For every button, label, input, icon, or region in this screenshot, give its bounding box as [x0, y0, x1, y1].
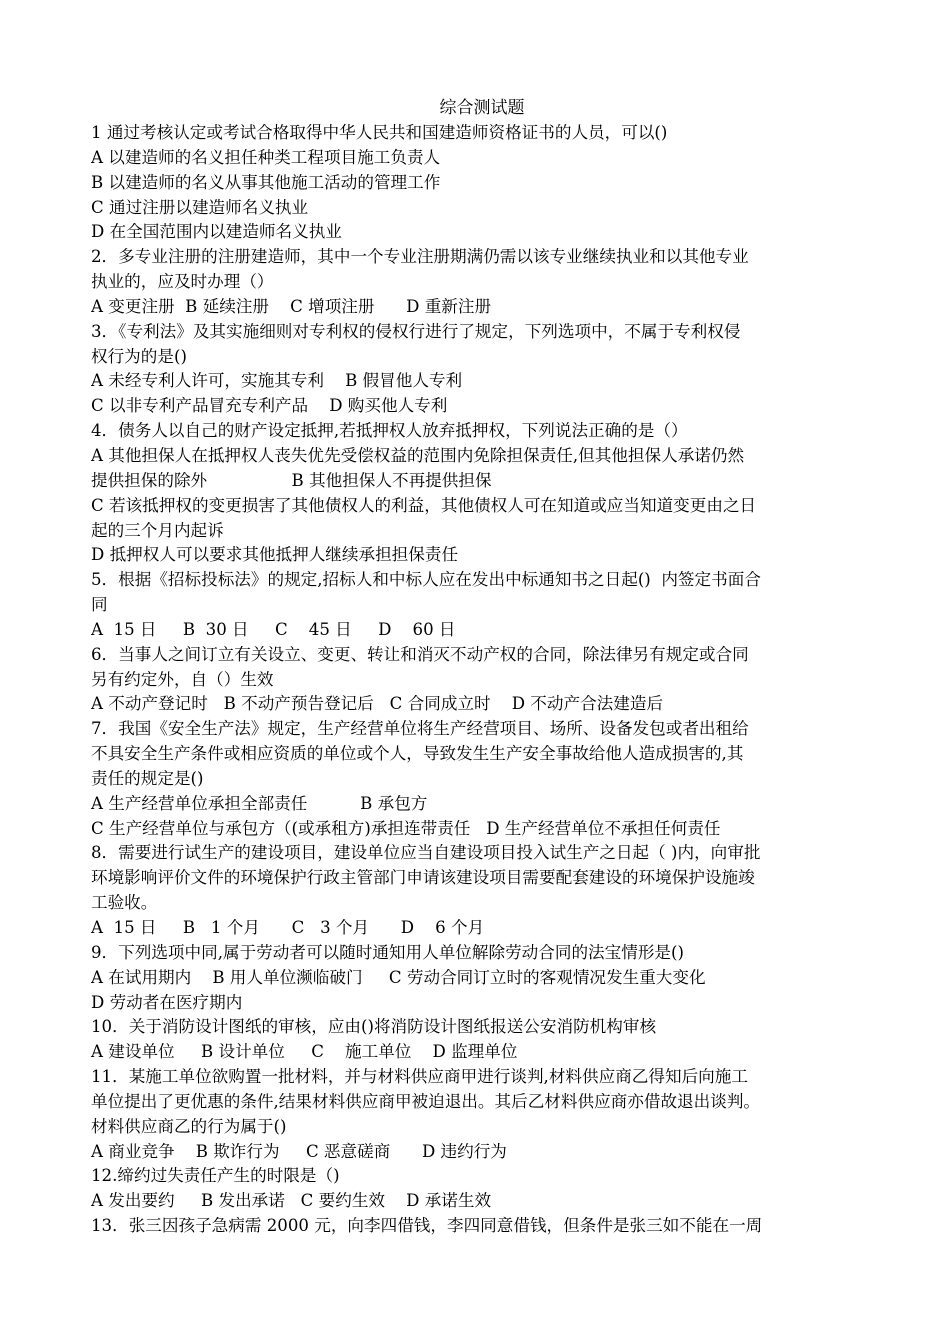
text-line: A 在试用期内 B 用人单位濒临破门 C 劳动合同订立时的客观情况发生重大变化 [91, 967, 706, 987]
text-line: 1 通过考核认定或考试合格取得中华人民共和国建造师资格证书的人员，可以() [91, 123, 668, 142]
text-line: 8．需要进行试生产的建设项目，建设单位应当自建设项目投入试生产之日起（ )内，向审批 [91, 843, 761, 863]
text-line: D 在全国范围内以建造师名义执业 [91, 222, 342, 242]
text-line: A 未经专利人许可，实施其专利 B 假冒他人专利 [91, 371, 463, 391]
text-line: D 抵押权人可以要求其他抵押人继续承担担保责任 [91, 545, 459, 565]
text-line: 4．债务人以自己的财产设定抵押,若抵押权人放弃抵押权，下列说法正确的是（） [91, 421, 688, 441]
text-line: 责任的规定是() [91, 768, 204, 788]
text-line: A 商业竞争 B 欺诈行为 C 恶意磋商 D 违约行为 [91, 1141, 507, 1161]
question-list [91, 121, 873, 1239]
text-line: C 生产经营单位与承包方（(或承租方)承担连带责任 D 生产经营单位不承担任何责任 [91, 818, 721, 838]
text-line: 6．当事人之间订立有关设立、变更、转让和消灭不动产权的合同，除法律另有规定或合同 [91, 644, 749, 664]
text-line: 11．某施工单位欲购置一批材料，并与材料供应商甲进行谈判,材料供应商乙得知后向施工 [91, 1067, 748, 1087]
text-line: 起的三个月内起诉 [91, 520, 224, 540]
text-line: C 以非专利产品冒充专利产品 D 购买他人专利 [91, 396, 448, 416]
text-line: A 建设单位 B 设计单位 C 施工单位 D 监理单位 [91, 1042, 518, 1062]
text-line: 权行为的是() [91, 346, 187, 366]
text-line: 执业的，应及时办理（） [91, 272, 274, 292]
text-line: C 若该抵押权的变更损害了其他债权人的利益，其他债权人可在知道或应当知道变更由之日 [91, 495, 757, 515]
text-line: A 其他担保人在抵押权人丧失优先受偿权益的范围内免除担保责任,但其他担保人承诺仍然 [91, 445, 745, 465]
text-line: A 发出要约 B 发出承诺 C 要约生效 D 承诺生效 [91, 1191, 492, 1211]
text-line: 另有约定外，自（）生效 [91, 669, 274, 689]
text-line: A 不动产登记时 B 不动产预告登记后 C 合同成立时 D 不动产合法建造后 [91, 694, 664, 714]
text-line: 工验收。 [91, 893, 158, 913]
text-line: 13．张三因孩子急病需 2000 元，向李四借钱，李四同意借钱，但条件是张三如不能在一周 [91, 1216, 763, 1236]
document-page [91, 96, 873, 1239]
text-line: A 生产经营单位承担全部责任 B 承包方 [91, 793, 428, 813]
text-line: B 以建造师的名义从事其他施工活动的管理工作 [91, 172, 441, 192]
text-line: 提供担保的除外 B 其他担保人不再提供担保 [91, 470, 492, 490]
text-line: A 15 日 B 1 个月 C 3 个月 D 6 个月 [91, 918, 485, 937]
text-line: 材料供应商乙的行为属于() [91, 1116, 287, 1136]
text-line: 3．《专利法》及其实施细则对专利权的侵权行进行了规定，下列选项中，不属于专利权侵 [91, 321, 741, 341]
document-title: 综合测试题 [439, 98, 525, 118]
text-line: A 15 日 B 30 日 C 45 日 D 60 日 [91, 619, 456, 639]
text-line: C 通过注册以建造师名义执业 [91, 197, 309, 217]
text-line: 9．下列选项中同,属于劳动者可以随时通知用人单位解除劳动合同的法宝情形是() [91, 942, 684, 962]
text-line: 10．关于消防设计图纸的审核，应由()将消防设计图纸报送公安消防机构审核 [91, 1017, 657, 1037]
text-line: 不具安全生产条件或相应资质的单位或个人，导致发生生产安全事故给他人造成损害的,其 [91, 744, 744, 764]
text-line: A 以建造师的名义担任种类工程项目施工负责人 [91, 147, 441, 167]
text-line: 12.缔约过失责任产生的时限是（) [91, 1166, 340, 1186]
text-line: 2．多专业注册的注册建造师，其中一个专业注册期满仍需以该专业继续执业和以其他专业 [91, 247, 749, 267]
text-line: 单位提出了更优惠的条件,结果材料供应商甲被迫退出。其后乙材料供应商亦借故退出谈判。 [91, 1091, 761, 1111]
text-line: 5．根据《招标投标法》的规定,招标人和中标人应在发出中标通知书之日起() 内签定书面合 [91, 570, 761, 590]
text-line: A 变更注册 B 延续注册 C 增项注册 D 重新注册 [91, 296, 492, 316]
text-line: 7．我国《安全生产法》规定，生产经营单位将生产经营项目、场所、设备发包或者出租给 [91, 719, 749, 739]
text-line: 同 [91, 595, 108, 615]
text-line: D 劳动者在医疗期内 [91, 992, 243, 1012]
text-line: 环境影响评价文件的环境保护行政主管部门申请该建设项目需要配套建设的环境保护设施竣 [91, 868, 755, 888]
